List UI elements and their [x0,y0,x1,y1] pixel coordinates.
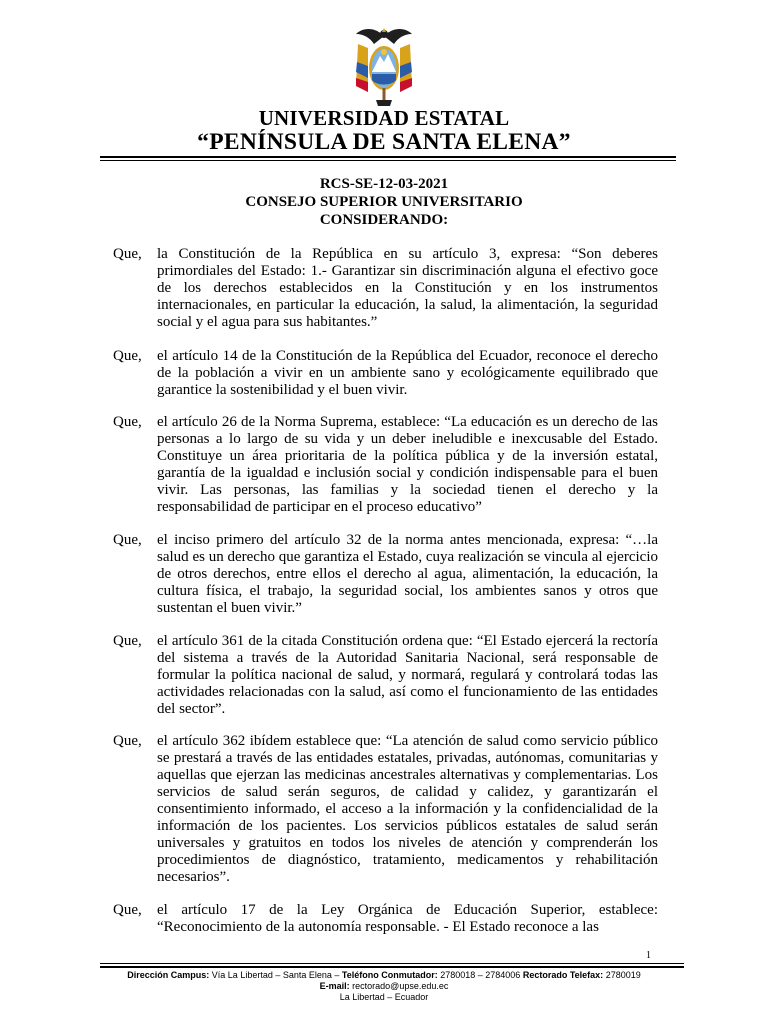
header-divider [100,156,676,158]
paragraph-lead: Que, [113,246,142,262]
paragraph-text: la Constitución de la República en su artículo 3, expresa: “Son deberes primordiales del Estado: 1.- Garantizar sin discriminación alguna el efectivo goce de los derechos establecidos en la Constitución y en los instrumentos internacionales, en particular la educación, la salud, la alimentación, la seguridad social y el agua para sus habitantes.” [157,246,658,330]
considering-heading: CONSIDERANDO: [319,212,449,228]
footer-address-label: Dirección Campus: [127,970,210,980]
paragraph-text: el artículo 14 de la Constitución de la República del Ecuador, reconoce el derecho de la población a vivir en un ambiente sano y ecológicamente equilibrado que garantice la sostenibilidad y el buen vivir. [157,348,658,398]
university-name-line1: UNIVERSIDAD ESTATAL [258,106,510,130]
paragraph-lead: Que, [113,633,142,649]
paragraph-text: el artículo 26 de la Norma Suprema, establece: “La educación es un derecho de las personas a lo largo de su vida y un deber ineludible e inexcusable del Estado. Constituye un área prioritaria de la política pública y de la inversión estatal, garantía de la igualdad e inclusión social y condición indispensable para el buen vivir. Las personas, las familias y la sociedad tienen el derecho y la responsabilidad de participar en el proceso educativo” [157,414,658,515]
resolution-code: RCS-SE-12-03-2021 [319,176,449,192]
council-name: CONSEJO SUPERIOR UNIVERSITARIO [245,194,523,210]
footer-email-label: E-mail: [319,981,350,991]
paragraph-lead: Que, [113,532,142,548]
footer-phone: 2780018 – 2784006 [437,970,523,980]
paragraph-text: el artículo 17 de la Ley Orgánica de Educación Superior, establece: “Reconocimiento de la autonomía responsable. - El Estado reconoce a las [157,902,658,935]
footer-phone-label: Teléfono Conmutador: [341,970,438,980]
paragraph-text: el artículo 361 de la citada Constitución ordena que: “El Estado ejercerá la rectoría del sistema a través de la Autoridad Sanitaria Nacional, será responsable de formular la política nacional de salud, y normará, regulará y controlará todas las actividades relacionadas con la salud, así como el funcionamiento de las entidades del sector”. [157,633,658,717]
footer-divider-thick [100,966,684,968]
university-name-line2: “PENÍNSULA DE SANTA ELENA” [197,129,571,155]
footer-address: Vía La Libertad – Santa Elena – [209,970,342,980]
paragraph-text: el inciso primero del artículo 32 de la norma antes mencionada, expresa: “…la salud es un derecho que garantiza el Estado, cuya realización se vincula al ejercicio de otros derechos, entre ellos el derecho al agua, alimentación, la educación, la cultura física, el trabajo, la seguridad social, los ambientes sanos y otros que sustentan el buen vivir.” [157,532,658,616]
footer-fax-label: Rectorado Telefax: [522,970,604,980]
footer-divider [100,963,684,964]
footer-city: La Libertad – Ecuador [339,992,429,1002]
paragraph-lead: Que, [113,902,142,918]
paragraph-lead: Que, [113,348,142,364]
paragraph-text: el artículo 362 ibídem establece que: “La atención de salud como servicio público se prestará a través de las entidades estatales, privadas, autónomas, comunitarias y aquellas que ejerzan las medicinas ancestrales alternativas y complementarias. Los servicios de salud serán seguros, de calidad y calidez, y garantizarán el consentimiento informado, el acceso a la información y la confidencialidad de la información de los pacientes. Los servicios públicos estatales de salud serán universales y gratuitos en todos los niveles de atención y comprenderán los procedimientos de diagnóstico, tratamiento, medicamentos y rehabilitación necesarios”. [157,733,658,885]
page-number: 1 [646,950,651,961]
coat-of-arms-icon [352,22,416,108]
footer-email: rectorado@upse.edu.ec [349,981,449,991]
paragraph-lead: Que, [113,733,142,749]
paragraph-lead: Que, [113,414,142,430]
footer-fax: 2780019 [603,970,641,980]
footer-contact-line [0,970,768,981]
footer-email-line [0,981,768,992]
header-divider-thin [100,160,676,161]
